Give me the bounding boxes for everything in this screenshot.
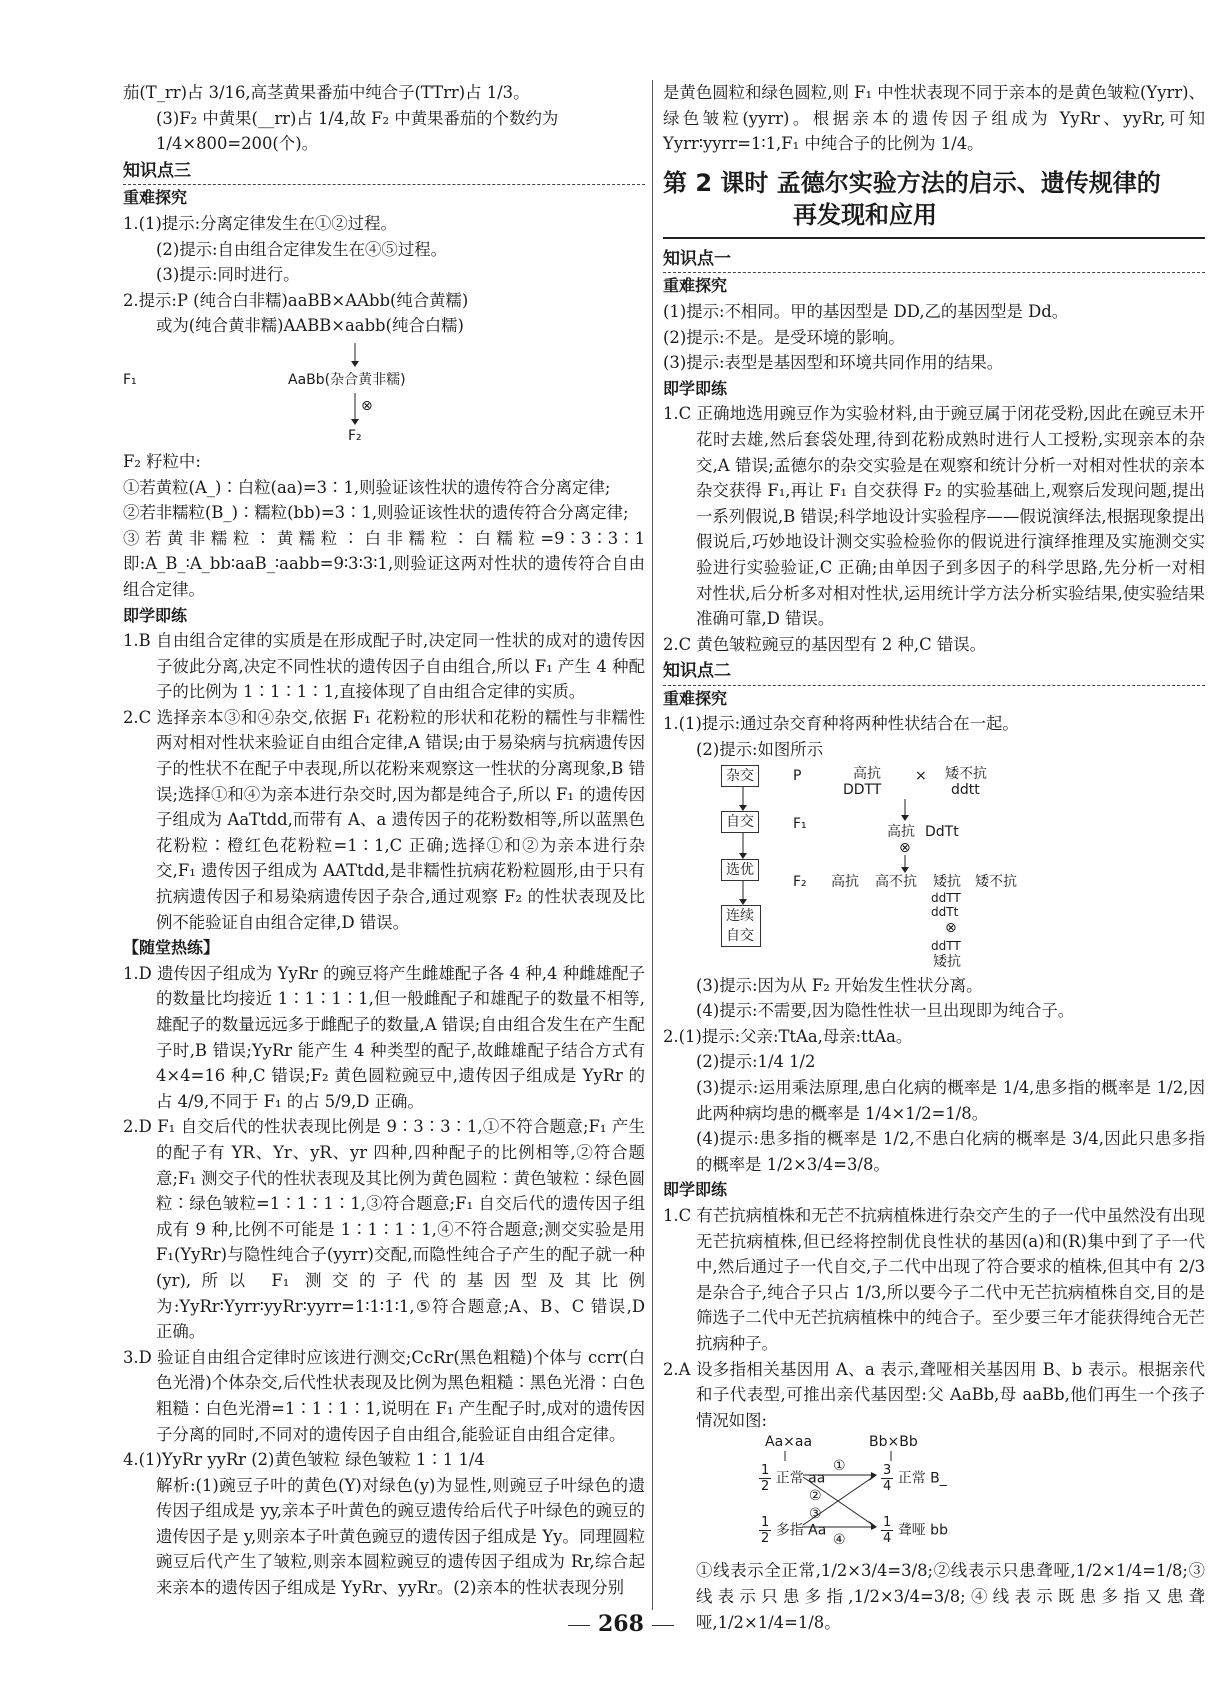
kp3-after-3: ②若非糯粒(B_)∶糯粒(bb)=3∶1,则验证该性状的遗传符合分离定律; [123, 503, 629, 523]
drill-title: 【随堂热练】 [123, 938, 220, 958]
kp1-practice-2: 2.C 黄色皱粒豌豆的基因型有 2 种,C 错误。 [663, 634, 987, 654]
kp3-after-2: ①若黄粒(A_)∶白粒(aa)=3∶1,则验证该性状的遗传符合分离定律; [123, 477, 611, 497]
right-branch-1-text: 正常 B_ [897, 1470, 947, 1487]
kp2-item-1: 1.(1)提示:通过杂交育种将两种性状结合在一起。 [663, 714, 1019, 734]
left-branch-2-fraction [759, 1515, 771, 1546]
marker-2: ② [809, 1488, 822, 1505]
page-number: 268 [560, 1612, 682, 1638]
f2-genotype-1: ddTT [931, 890, 961, 905]
cross-self-symbol: ⊗ [361, 397, 373, 414]
left-branch-2-text: 多指 Aa [775, 1522, 827, 1539]
kp1-subtitle: 重难探究 [663, 276, 728, 296]
kp1-item-1: (1)提示:不相同。甲的基因型是 DD,乙的基因型是 Dd。 [663, 301, 1069, 321]
cross-right: Bb×Bb [869, 1434, 918, 1451]
kp2-item-2: (2)提示:如图所示 [696, 740, 824, 760]
kp3-item-3: (3)提示:同时进行。 [156, 265, 300, 285]
left-column [123, 80, 645, 1601]
cross-arrows [123, 339, 643, 449]
cross-f2-label: F₂ [348, 427, 362, 444]
right-branch-2-num: 1 [883, 1515, 892, 1531]
kp1-practice-1: 1.C 正确地选用豌豆作为实验材料,由于豌豆属于闭花受粉,因此在豌豆未开花时去雄,然后套袋处理,待到花粉成熟时进行人工授粉,实现亲本的杂交,A 错误;孟德尔的杂交实验是在观察和统计分析一对相对性状的亲本杂交获得 F₁,再让 F₁ 自交获得 F₂ 的实验基础上,观察后发现问题,提出一系列假说,B 错误;科学地设计实验程序——假说演绎法,根据现象提出假说后,巧妙地设计测交实验检验你的假说进行演绎推理及实施测交实验进行实验验证,C 正确;由单因子到多因子的科学思路,先分析一对相对性状,后分析多对相对性状,运用统计学方法分析实验结果,使实验结果准确可靠,D 错误。 [663, 404, 1205, 629]
right-branch-1-fraction [881, 1463, 893, 1494]
p2-phenotype: 矮不抗 [945, 765, 987, 782]
f2-tall-nonresistant: 高不抗 [875, 873, 917, 890]
right-branch-2 [881, 1515, 948, 1546]
intro-line-2: (3)F₂ 中黄果(__rr)占 1/4,故 F₂ 中黄果番茄的个数约为 [156, 108, 559, 128]
kp2-title: 知识点二 [663, 659, 1205, 686]
kp3-item-4: 2.提示:P (纯合白非糯)aaBB×AAbb(纯合黄糯) [123, 290, 469, 310]
right-branch-1-den: 4 [883, 1479, 892, 1495]
kp2-practice-1: 1.C 有芒抗病植株和无芒不抗病植株进行杂交产生的子一代中虽然没有出现无芒抗病植株,但已经将控制优良性状的基因(a)和(R)集中到了子一代中,然后通过子一代自交,子二代中出现了符合要求的植株,但其中有 2/3 是杂合子,纯合子只占 1/3,所以要今子二代中无芒抗病植株自交,目的是筛选子二代中无芒抗病植株中的纯合子。至少要三年才能获得纯合无芒抗病种子。 [663, 1206, 1205, 1353]
lesson-title-line-1: 第 2 课时 孟德尔实验方法的启示、遗传规律的 [663, 168, 1161, 197]
f2-genotype-2: ddTt [931, 904, 959, 919]
label-f2: F₂ [793, 873, 807, 890]
kp2-item-6: (2)提示:1/4 1/2 [696, 1052, 816, 1072]
label-p: P [793, 767, 802, 784]
probability-conclusion: ①线表示全正常,1/2×3/4=3/8;②线表示只患聋哑,1/2×1/4=1/8;③线表示只患多指,1/2×3/4=3/8;④线表示既患多指又患聋哑,1/2×1/4=1/8。 [696, 1561, 1205, 1632]
f2-short-nonresistant: 矮不抗 [975, 873, 1017, 890]
kp3-title: 知识点三 [123, 159, 645, 186]
cross-f1-genotype: AaBb(杂合黄非糯) [288, 371, 406, 388]
marker-1: ① [833, 1458, 846, 1475]
right-branch-2-fraction [881, 1515, 893, 1546]
final-phenotype: 矮抗 [933, 953, 961, 970]
f2-short-resistant: 矮抗 [933, 873, 961, 890]
kp1-title: 知识点一 [663, 247, 1205, 274]
kp3-subtitle: 重难探究 [123, 188, 188, 208]
kp2-subtitle: 重难探究 [663, 688, 728, 708]
right-intro: 是黄色圆粒和绿色圆粒,则 F₁ 中性状表现不同于亲本的是黄色皱粒(Yyrr)、绿色皱粒(yyrr)。根据亲本的遗传因子组成为 YyRr、yyRr,可知 Yyrr∶yyrr=1∶1,F₁ 中纯合子的比例为 1/4。 [663, 83, 1205, 154]
f1-self-symbol: ⊗ [899, 839, 911, 856]
kp3-item-5: 或为(纯合黄非糯)AABB×aabb(纯合白糯) [156, 316, 464, 336]
column-divider [652, 80, 653, 1610]
box-continuous-self: 连续自交 [721, 905, 761, 947]
right-branch-1-num: 3 [883, 1463, 892, 1479]
f2-self-symbol: ⊗ [945, 919, 957, 936]
kp2-item-4: (4)提示:不需要,因为隐性性状一旦出现即为纯合子。 [696, 1001, 1075, 1021]
lesson-title-line-2: 再发现和应用 [793, 200, 937, 229]
cross-left: Aa×aa [765, 1434, 813, 1451]
left-branch-1-text: 正常 aa [775, 1470, 826, 1487]
kp1-item-3: (3)提示:表型是基因型和环境共同作用的结果。 [663, 353, 1004, 373]
f2-tall-resistant: 高抗 [831, 873, 859, 890]
kp2-practice-2: 2.A 设多指相关基因用 A、a 表示,聋哑相关基因用 B、b 表示。根据亲代和子代表型,可推出亲代基因型:父 AaBb,母 aaBb,他们再生一个孩子情况如图: [663, 1359, 1205, 1430]
kp3-after-1: F₂ 籽粒中: [123, 451, 201, 471]
kp3-item-1: 1.(1)提示:分离定律发生在①②过程。 [123, 213, 397, 233]
practice-2: 2.C 选择亲本③和④杂交,依据 F₁ 花粉粒的形状和花粉的糯性与非糯性两对相对性状来验证自由组合定律,A 错误;由于易染病与抗病遗传因子的性状不在配子中表现,所以花粉来观察这一性状的分离现象,B 错误;选择①和④为亲本进行杂交时,因为都是纯合子,所以 F₁ 的遗传因子组成为 AaTtdd,而带有 A、a 遗传因子的花粉数相等,所以蓝黑色花粉粒∶橙红色花粉粒=1∶1,C 正确;选择①和②为亲本进行杂交,F₁ 遗传因子组成为 AATtdd,是非糯性抗病花粉粒圆形,由于只有抗病遗传因子和易染病遗传因子杂合,通过观察 F₂ 的性状表现及比例不能验证自由组合定律,D 错误。 [123, 707, 645, 932]
probability-diagram [663, 1433, 1205, 1558]
f1-genotype: DdTt [925, 823, 959, 840]
drill-4-analysis: 解析:(1)豌豆子叶的黄色(Y)对绿色(y)为显性,则豌豆子叶绿色的遗传因子组成是 yy,亲本子叶黄色的豌豆遗传给后代子叶绿色的豌豆的遗传因子是 y,则亲本子叶黄色豌豆的遗传因子组成是 Yy。同理圆粒豌豆后代产生了皱粒,则亲本圆粒豌豆的遗传因子组成为 Rr,综合起来亲本的遗传因子组成是 YyRr、yyRr。(2)亲本的性状表现分别 [156, 1475, 645, 1598]
cross-times: × [915, 767, 927, 784]
right-column [663, 80, 1205, 1635]
p1-phenotype: 高抗 [853, 765, 881, 782]
left-branch-1-num: 1 [761, 1463, 770, 1479]
drill-4: 4.(1)YyRr yyRr (2)黄色皱粒 绿色皱粒 1∶1 1/4 [123, 1450, 485, 1470]
practice-1: 1.B 自由组合定律的实质是在形成配子时,决定同一性状的成对的遗传因子彼此分离,决定不同性状的遗传因子自由组合,所以 F₁ 产生 4 种配子的比例为 1∶1∶1∶1,直接体现了自由组合定律的实质。 [123, 631, 645, 702]
right-branch-2-den: 4 [883, 1531, 892, 1547]
kp2-item-5: 2.(1)提示:父亲:TtAa,母亲:ttAa。 [663, 1026, 913, 1046]
breeding-diagram [663, 763, 1205, 973]
kp2-item-8: (4)提示:患多指的概率是 1/2,不患白化病的概率是 3/4,因此只患多指的概率是 1/2×3/4=3/8。 [696, 1129, 1205, 1174]
kp3-item-2: (2)提示:自由组合定律发生在④⑤过程。 [156, 239, 447, 259]
kp2-item-3: (3)提示:因为从 F₂ 开始发生性状分离。 [696, 975, 983, 995]
intro-line-1: 茄(T_rr)占 3/16,高茎黄果番茄中纯合子(TTrr)占 1/3。 [123, 83, 530, 102]
cross-f1-label: F₁ [123, 371, 137, 388]
right-branch-1 [881, 1463, 947, 1494]
f1-phenotype: 高抗 [887, 823, 915, 840]
practice-title: 即学即练 [123, 605, 188, 625]
left-branch-2-num: 1 [761, 1515, 770, 1531]
box-cross: 杂交 [721, 765, 759, 787]
kp2-item-7: (3)提示:运用乘法原理,患白化病的概率是 1/4,患多指的概率是 1/2,因此两种病均患的概率是 1/4×1/2=1/8。 [696, 1078, 1205, 1123]
kp3-after-4: ③若黄非糯粒∶黄糯粒∶白非糯粒∶白糯粒=9∶3∶3∶1 即:A_B_∶A_bb∶aaB_∶aabb=9∶3∶3∶1,则验证这两对性状的遗传符合自由组合定律。 [123, 528, 645, 599]
left-branch-1-fraction [759, 1463, 771, 1494]
intro-line-3: 1/4×800=200(个)。 [156, 134, 318, 154]
lesson-title [663, 167, 1205, 239]
box-select: 选优 [721, 859, 759, 881]
kp1-practice-title: 即学即练 [663, 378, 728, 398]
right-branch-2-text: 聋哑 bb [897, 1522, 948, 1539]
marker-3: ③ [809, 1506, 822, 1523]
left-branch-1-den: 2 [761, 1479, 770, 1495]
f3-genotype: ddTT [931, 938, 961, 953]
drill-1: 1.D 遗传因子组成为 YyRr 的豌豆将产生雌雄配子各 4 种,4 种雌雄配子的数量比均接近 1∶1∶1∶1,但一般雌配子和雄配子的数量不相等,雄配子的数量远远多于雌配子的数量,A 错误;自由组合发生在产生配子时,B 错误;YyRr 能产生 4 种类型的配子,故雌雄配子结合方式有 4×4=16 种,C 错误;F₂ 黄色圆粒豌豆中,遗传因子组成是 YyRr 的占 4/9,不同于 F₁ 的占 5/9,D 正确。 [123, 963, 645, 1111]
drill-3: 3.D 验证自由组合定律时应该进行测交;CcRr(黑色粗糙)个体与 ccrr(白色光滑)个体杂交,后代性状表现及比例为黑色粗糙∶黑色光滑∶白色粗糙∶白色光滑=1∶1∶1∶1,说明在 F₁ 产生配子时,成对的遗传因子分离的同时,不同对的遗传因子自由组合,能验证自由组合定律。 [123, 1347, 645, 1444]
marker-4: ④ [833, 1532, 846, 1549]
kp2-practice-title: 即学即练 [663, 1180, 728, 1200]
p1-genotype: DDTT [843, 781, 882, 798]
box-self: 自交 [721, 811, 759, 833]
p2-genotype: ddtt [951, 781, 980, 798]
drill-2: 2.D F₁ 自交后代的性状表现比例是 9∶3∶3∶1,①不符合题意;F₁ 产生的配子有 YR、Yr、yR、yr 四种,四种配子的比例相等,②符合题意;F₁ 测交子代的性状表现及其比例为黄色圆粒∶黄色皱粒∶绿色圆粒∶绿色皱粒=1∶1∶1∶1,③符合题意;F₁ 自交后代的遗传因子组成有 9 种,比例不可能是 1∶1∶1∶1,④不符合题意;测交实验是用 F₁(YyRr)与隐性纯合子(yyrr)交配,而隐性纯合子产生的配子就一种(yr),所以 F₁ 测交的子代的基因型及其比例为:YyRr∶Yyrr∶yyRr∶yyrr=1∶1∶1∶1,⑤符合题意;A、B、C 错误,D 正确。 [123, 1117, 645, 1342]
label-f1: F₁ [793, 815, 807, 832]
cross-diagram [123, 339, 645, 449]
kp1-item-2: (2)提示:不是。是受环境的影响。 [663, 327, 905, 347]
left-branch-2-den: 2 [761, 1531, 770, 1547]
